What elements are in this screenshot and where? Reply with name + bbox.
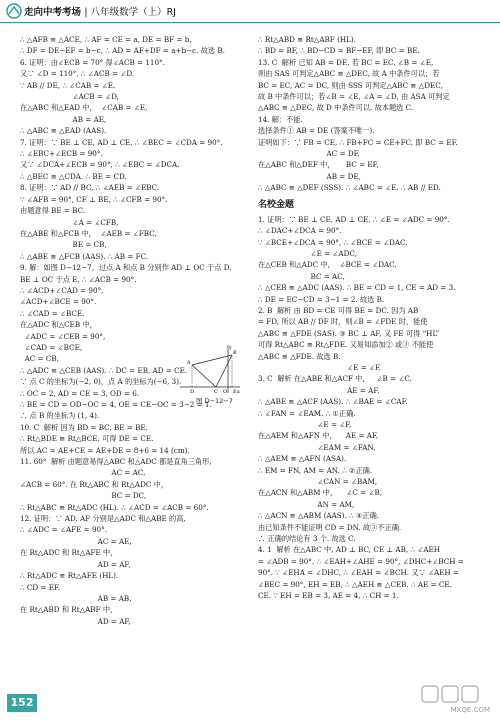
text-line: ∴ EM = FN, AM = AN. ∴ ②正确. — [258, 465, 373, 475]
text-line: AD = AF, — [20, 616, 131, 626]
text-line: △ABC ≌ △FDE (SAS). ③ BC ⊥ AF, 又 FE 可得 “HL” — [258, 328, 440, 338]
text-line: 又∵ ∠D = 110°, ∴ ∠ACB = ∠D. — [20, 69, 135, 79]
text-line: 在△CEB 和△ADC 中， ∠BCE = ∠DAC, — [258, 260, 397, 270]
text-line: 所以 AC = AE+CE = AE+DE = 8+6 = 14 (cm). — [20, 445, 190, 455]
text-line: 在△ADC 和△CEB 中， — [20, 320, 97, 330]
text-line: 故 B 中条件可以；若∠B = ∠E, ∠A = ∠D, 由 ASA 可判定 — [258, 92, 450, 102]
text-line: = ∠ADB = 90°. ∴ ∠EAH+∠AHE = 90°, ∠DHC+∠BCH = — [258, 556, 464, 566]
text-line: AC = CB, — [20, 354, 59, 364]
text-line: ∴ Rt△ABD ≌ Rt△ABF (HL). — [258, 35, 357, 44]
text-line: 8. 证明：∵ AD // BC, ∴ ∠AEB = ∠EBC. — [20, 183, 160, 193]
text-line: AD = AF, — [20, 559, 131, 569]
text-line: 在 Rt△ABD 和 Rt△ABF 中， — [20, 605, 118, 615]
text-line: AB = AB, — [20, 593, 132, 603]
text-line: AE = AF, — [258, 385, 380, 395]
text-line: ∴ △CEB ≌ △ADC (AAS). ∴ BE = CD = 1, CE = AD = 3. — [258, 283, 456, 293]
text-line: ∠ACB = ∠D, — [20, 92, 119, 102]
label-e: E — [233, 389, 237, 395]
text-line: 在 Rt△ADC 和 Rt△AFE 中， — [20, 548, 118, 558]
left-column — [20, 34, 252, 627]
segment-cb — [216, 355, 232, 387]
text-line: ∴ △ABC ≌ △DEF (SSS). ∴ ∠ABC = ∠E. ∴ AB // ED. — [258, 183, 441, 193]
text-line: 13. C 解析 已知 AB = DE, 若 BC = EC, ∠B = ∠E, — [258, 57, 434, 67]
text-line: ∴ △ABC ≌ △EAD (AAS). — [20, 126, 107, 136]
text-line: ∴ △AFB ≌ △ACE, ∴ AF = CE = a, DE = BF = b, — [20, 35, 192, 44]
text-line: BC = EC, AC = DC, 则由 SSS 可判定△ABC ≌ △DEC, — [258, 80, 443, 90]
text-line: ∴ ∠DAC+∠DCA = 90°. — [258, 226, 342, 236]
text-line: ∴ ∠ACD+∠CAD = 90°, — [20, 285, 104, 295]
text-line: 4. 1 解析 在△ABC 中, AD ⊥ BC, CE ⊥ AB, ∴ ∠AEH — [258, 545, 441, 555]
text-line: 10. C 解析 因为 BD = BC, BE = BE, — [20, 422, 148, 432]
right-column — [258, 34, 490, 602]
text-line: ∴ △ACN ≌ △ABM (AAS). ∴ ④正确. — [258, 511, 380, 521]
text-line: 由已知条件不能证明 CD = DN. 故③不正确. — [258, 522, 402, 532]
text-line: BE = CB, — [20, 240, 107, 250]
label-d: D — [190, 389, 195, 395]
text-line: AB = AE, — [20, 114, 107, 124]
text-line: ∴ ∠ADC = ∠AFE = 90°. — [20, 525, 107, 535]
text-line: ∴ △ABE ≌ △ACF (AAS). ∴ ∠BAE = ∠CAF. — [258, 397, 408, 407]
text-line: 2. B 解析 由 BD = CE 可得 BE = DC. 因为 AB — [258, 305, 419, 315]
text-line: ∴ Rt△ABC ≌ Rt△ADC (HL). ∴ ∠ACD = ∠ACB = 60°. — [20, 502, 209, 512]
text-line: ∴ 点 B 的坐标为 (1, 4). — [20, 411, 100, 421]
text-line: BE ⊥ OC 于点 E, ∴ ∠ACB = 90°. — [20, 274, 137, 284]
text-line: ∵ ∠BCE+∠DCA = 90°, ∴ ∠BCE = ∠DAC. — [258, 237, 408, 247]
text-line: 在△ABC 和△EAD 中， ∠CAB = ∠E, — [20, 103, 148, 113]
text-line: 14. 解：不能. — [258, 114, 303, 124]
book-subtitle: 八年级数学（上）RJ — [90, 7, 176, 18]
text-line: = FD, 所以 AB // DF 时，则∠B = ∠FDE 时，能使 — [258, 317, 428, 327]
text-line: ∴ △BEC ≌ △CDA. ∴ BE = CD. — [20, 171, 127, 181]
text-line: 选择条件① AB = DE (答案不唯一). — [258, 126, 375, 136]
text-line: ∠CAD = ∠BCE, — [20, 342, 83, 352]
watermark-logo-icon — [420, 684, 490, 704]
text-line: BC = AC, — [258, 271, 345, 281]
text-line: ∴ ∠CAD = ∠BCE. — [20, 308, 85, 318]
text-line: 可得 Rt△ABC ≌ Rt△FDE. 又易知添加② 或③ 不能使 — [258, 340, 434, 350]
text-line: 证明如下：∵ FB = CE, ∴ FB+FC = CE+FC, 即 BC = EF. — [258, 137, 458, 147]
coordinate-figure — [176, 343, 242, 395]
text-line: ∵ ∠AFB = 90°, CF ⊥ BE, ∴ ∠CFB = 90°. — [20, 194, 168, 204]
brand-name: 走向中考考场 — [24, 7, 82, 18]
text-line: ∴ DF = DE−EF = b−c, ∴ AD = AF+DF = a+b−c. 故选 B. — [20, 46, 225, 56]
text-line: 则由 SAS 可判定△ABC ≌ △DEC, 故 A 中条件可以；若 — [258, 69, 440, 79]
text-line: ∴ DE = EC−CD = 3−1 = 2. 故选 B. — [258, 294, 385, 304]
text-line: 9. 解：如图 D−12−7，过点 A 和点 B 分别作 AD ⊥ OC 于点 D, — [20, 263, 232, 273]
segment-ab — [192, 355, 232, 365]
segment-ac — [192, 365, 216, 387]
text-line: ∠E = ∠ADC, — [258, 248, 357, 258]
text-line: ∴ Rt△BDE ≌ Rt△BCE. 可得 DE = CE. — [20, 434, 154, 444]
text-line: △ABC ≌ △FDE. 故选 B. — [258, 351, 341, 361]
text-line: ∵ 点 C 的坐标为(−2, 0)，点 A 的坐标为(−6, 3). — [20, 377, 182, 387]
text-line: ∴ CD = EF. — [20, 582, 61, 592]
text-line: ∴ ∠EBC+∠ECB = 90°. — [20, 149, 103, 159]
text-line: ∠A = ∠CFB, — [20, 217, 119, 227]
text-line: ∴ ∠FAN = ∠EAM. ∴ ①正确. — [258, 408, 356, 418]
text-line: ∠CAN = ∠BAM, — [258, 477, 378, 487]
text-line: ∠ACD+∠BCE = 90°. — [20, 297, 97, 307]
label-a: A — [187, 360, 191, 366]
label-o: O — [223, 389, 228, 395]
text-line: ∠ACB = 60°. 在 Rt△ABC 和 Rt△ADC 中， — [20, 479, 168, 489]
text-line: ∠BEC = 90°, EH = EB, ∴ △AEH ≌ △CEB. ∴ AE = CE. — [258, 579, 452, 589]
watermark-text: MXQE.COM — [450, 706, 490, 714]
text-line: ∴ △ADC ≌ △CEB (AAS). ∴ DC = EB, AD = CE. — [20, 365, 188, 375]
text-line: ∴ OC = 2, AD = CE = 3, OD = 6. — [20, 388, 140, 398]
page-number: 152 — [7, 694, 37, 712]
text-line: 11. 60° 解析 由题意易得△ABC 和△ADC 都是直角三角形, — [20, 457, 212, 467]
text-line: 6. 证明：由∠ECB = 70° 得∠ACB = 110°. — [20, 57, 165, 67]
text-line: 在△ACN 和△ABM 中， ∠C = ∠B, — [258, 488, 383, 498]
text-line: △ABC ≌ △DEC, 故 D 中条件可以. 故本题选 C. — [258, 103, 414, 113]
brand-title: 走向中考考场 | 八年级数学（上）RJ — [24, 7, 176, 18]
text-line: CE. ∵ EH = EB = 3, AE = 4, ∴ CH = 1. — [258, 591, 399, 601]
text-line: ∠EAM = ∠FAN, — [258, 442, 376, 452]
text-line: ∠ADC = ∠CEB = 90°, — [20, 331, 106, 341]
label-b: B — [233, 350, 237, 356]
text-line: ∠E = ∠F, — [258, 362, 382, 372]
text-line: 12. 证明：∵ AD, AF 分别是△ADC 和△ABE 的高, — [20, 514, 186, 524]
text-line: ∵ AB // DE, ∴ ∠CAB = ∠E. — [20, 80, 116, 90]
text-line: 在△ABE 和△FCB 中， ∠AEB = ∠FBC, — [20, 228, 157, 238]
text-line: 由题意得 BE = BC. — [20, 206, 86, 216]
text-line: 在△ABC 和△DEF 中， BC = EF, — [258, 160, 379, 170]
text-line: BC = DC, — [20, 491, 147, 501]
section-title: 名校金题 — [258, 199, 295, 210]
text-line: AB = DE, — [258, 171, 361, 181]
text-line: AN = AM, — [258, 499, 355, 509]
text-line: ∴ 正确的结论有 3 个. 故选 C. — [258, 534, 356, 544]
text-line: ∠E = ∠F, — [258, 420, 352, 429]
text-line: AC = DF, — [258, 149, 360, 159]
label-c: C — [214, 389, 218, 395]
label-x: x — [237, 389, 240, 395]
text-line: AC = AE, — [20, 536, 132, 546]
text-line: ∴ BE = CD = OD−OC = 4, OE = CE−OC = 3−2 = 1. — [20, 400, 212, 409]
page-header — [0, 0, 500, 23]
text-line: ∴ BD = BF, ∴ BD−CD = BF−EF, 即 BC = BE. — [258, 46, 420, 56]
text-line: 3. C 解析 在△ABE 和△ACF 中， ∠B = ∠C, — [258, 374, 412, 384]
text-line: 90°. ∵ ∠EHA = ∠DHC, ∴ ∠EAH = ∠BCH. 又∵ ∠AEH = — [258, 568, 459, 578]
text-line: 1. 证明：∵ BE ⊥ CE, AD ⊥ CE, ∴ ∠E = ∠ADC = 90°. — [258, 214, 450, 224]
text-line: ∴ △AEM ≌ △AFN (ASA). — [258, 454, 347, 464]
text-line: 又∵ ∠DCA+∠ECB = 90°, ∴ ∠EBC = ∠DCA. — [20, 160, 180, 170]
text-line: ∴ △ABE ≌ △FCB (AAS). ∴ AB = FC. — [20, 251, 149, 261]
figure-caption: 图 D−12−7 — [196, 397, 233, 405]
text-line: ∴ Rt△ADC ≌ Rt△AFE (HL). — [20, 571, 119, 581]
text-line: AC = AC, — [20, 468, 146, 478]
text-line: 在△AEM 和△AFN 中， AE = AF, — [258, 431, 379, 441]
brand-logo-icon — [6, 3, 22, 19]
label-y: y — [229, 345, 232, 351]
text-line: 7. 证明：∵ BE ⊥ CE, AD ⊥ CE, ∴ ∠BEC = ∠CDA = 90°. — [20, 137, 223, 147]
